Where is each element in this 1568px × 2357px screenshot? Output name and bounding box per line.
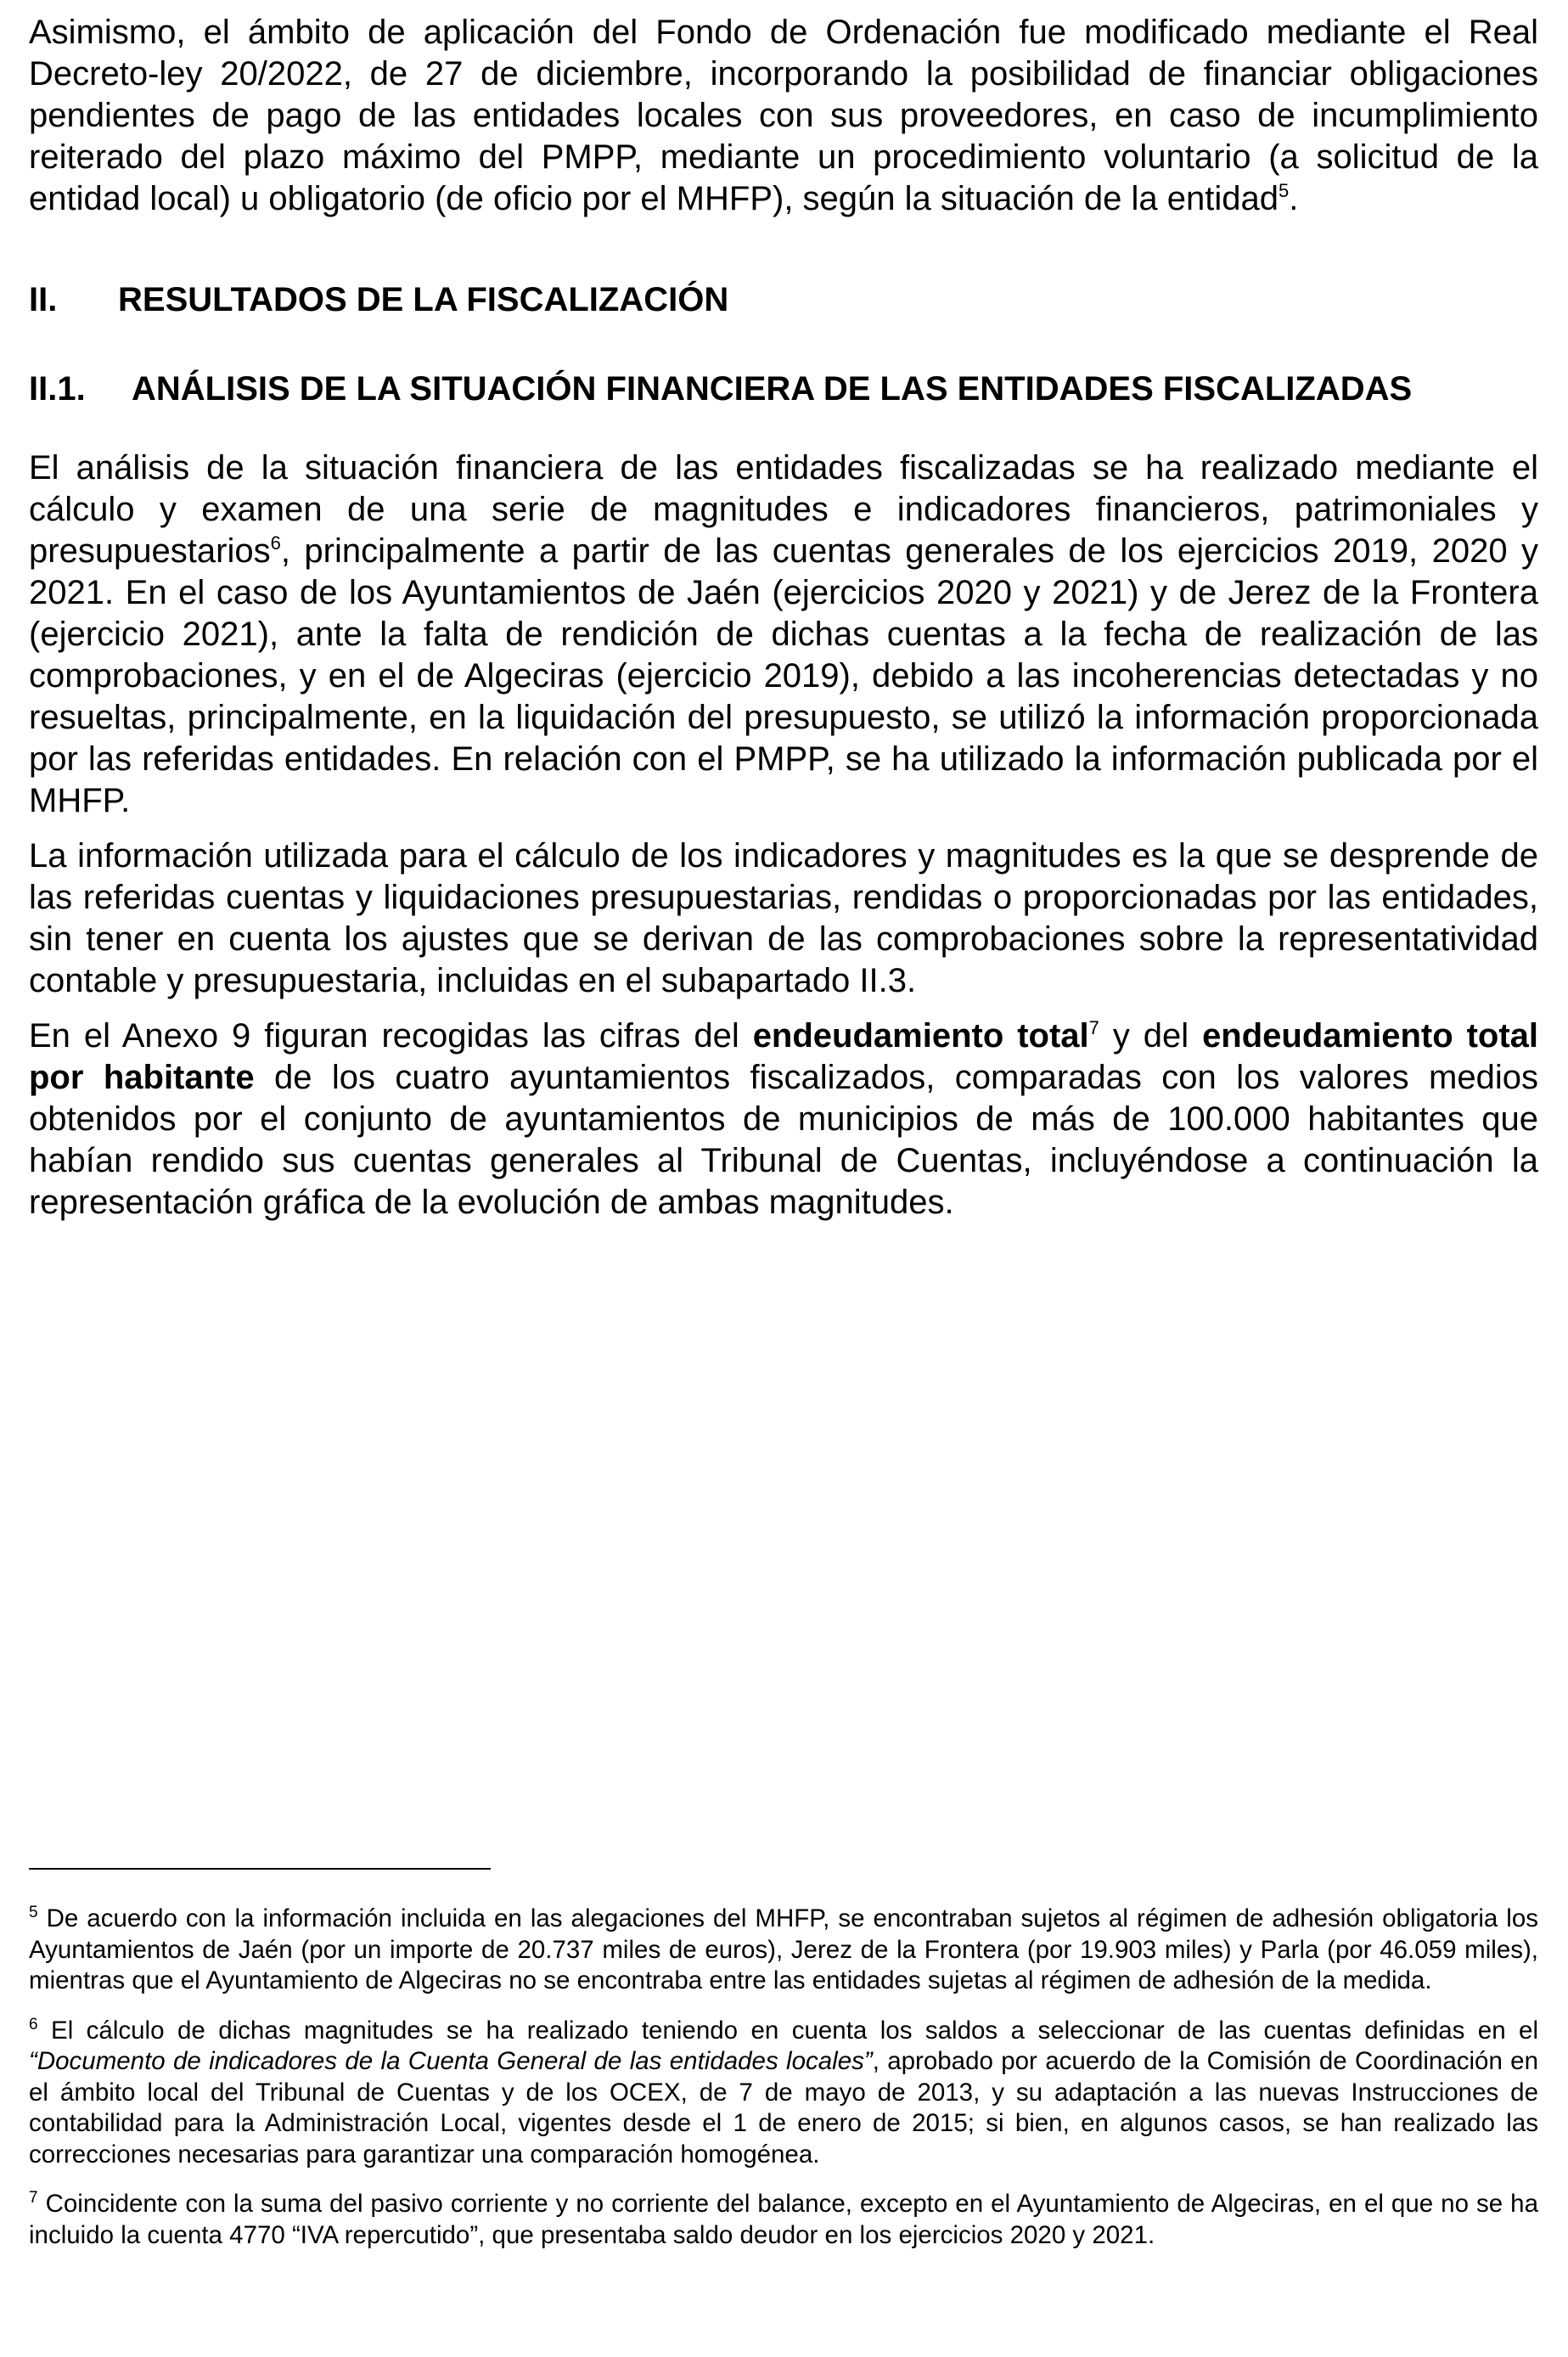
subsection-title: ANÁLISIS DE LA SITUACIÓN FINANCIERA DE LAS ENTIDADES FISCALIZADAS — [132, 370, 1413, 408]
document-body — [29, 12, 1538, 1224]
paragraph-anexo-9: En el Anexo 9 figuran recogidas las cifras del endeudamiento total$^7$ y del endeudamiento total por habitante de los cuatro ayuntamientos fiscalizados, comparadas con los valores medios obtenidos por el conjunto de ayuntamientos de municipios de más de 100.000 habitantes que habían rendido sus cuentas generales al Tribunal de Cuentas, incluyéndose a continuación la representación gráfica de la evolución de ambas magnitudes. — [29, 1017, 1539, 1221]
footnote-number: 5 — [29, 1904, 38, 1921]
bold-term: endeudamiento total — [752, 1017, 1089, 1055]
footnotes — [29, 1904, 1538, 2270]
footnote-number: 7 — [29, 2189, 38, 2207]
footnote-ref-5[interactable]: 5 — [1278, 180, 1290, 201]
section-title: RESULTADOS DE LA FISCALIZACIÓN — [118, 281, 729, 318]
paragraph-informacion: La información utilizada para el cálculo de los indicadores y magnitudes es la que se desprende de las referidas cuentas y liquidaciones presupuestarias, rendidas o proporcionadas por las entidades, sin tener en cuenta los ajustes que se derivan de las comprobaciones sobre la representatividad contable y presupuestaria, incluidas en el subapartado II.3. — [29, 837, 1538, 999]
section-number: II. — [29, 281, 58, 318]
paragraph-analisis: El análisis de la situación financiera de las entidades fiscalizadas se ha realizado mediante el cálculo y examen de una serie de magnitudes e indicadores financieros, patrimoniales y presupuestarios$^6$, principalmente a partir de las cuentas generales de los ejercicios 2019, 2020 y 2021. En el caso de los Ayuntamientos de Jaén (ejercicios 2020 y 2021) y de Jerez de la Frontera (ejercicio 2021), ante la falta de rendición de dichas cuentas a la fecha de realización de las comprobaciones, y en el de Algeciras (ejercicio 2019), debido a las incoherencias detectadas y no resueltas, principalmente, en la liquidación del presupuesto, se utilizó la información proporcionada por las referidas entidades. En relación con el PMPP, se ha utilizado la información publicada por el MHFP. — [29, 449, 1538, 819]
footnote-ref-6[interactable]: 6 — [270, 532, 281, 554]
footnote-5: $^5$ De acuerdo con la información incluida en las alegaciones del MHFP, se encontraban sujetos al régimen de adhesión obligatoria los Ayuntamientos de Jaén (por un importe de 20.737 miles de euros), Jerez de la Frontera (por 19.903 miles) y Parla (por 46.059 miles), mientras que el Ayuntamiento de Algeciras no se encontraba entre las entidades sujetas al régimen de adhesión de la medida. — [29, 1904, 1538, 1994]
subsection-heading-ii-1 — [29, 368, 1538, 410]
section-heading-ii — [29, 279, 1538, 321]
footnote-separator — [29, 1868, 491, 1870]
document-title: “Documento de indicadores de la Cuenta General de las entidades locales” — [29, 2047, 873, 2075]
footnote-7: $^7$ Coincidente con la suma del pasivo corriente y no corriente del balance, excepto en el Ayuntamiento de Algeciras, en el que no se ha incluido la cuenta 4770 “IVA repercutido”, que presentaba saldo deudor en los ejercicios 2020 y 2021. — [29, 2189, 1538, 2249]
subsection-number: II.1. — [29, 370, 86, 408]
footnote-6: $^6$ El cálculo de dichas magnitudes se ha realizado teniendo en cuenta los saldos a seleccionar de las cuentas definidas en el “Documento de indicadores de la Cuenta General de las entidades locales”, aprobado por acuerdo de la Comisión de Coordinación en el ámbito local del Tribunal de Cuentas y de los OCEX, de 7 de mayo de 2013, y su adaptación a las nuevas Instrucciones de contabilidad para la Administración Local, vigentes desde el 1 de enero de 2015; si bien, en algunos casos, se han realizado las correcciones necesarias para garantizar una comparación homogénea. — [29, 2015, 1538, 2169]
footnote-number: 6 — [29, 2015, 38, 2034]
paragraph-fondo-ordenacion: Asimismo, el ámbito de aplicación del Fondo de Ordenación fue modificado mediante el Real Decreto-ley 20/2022, de 27 de diciembre, incorporando la posibilidad de financiar obligaciones pendientes de pago de las entidades locales con sus proveedores, en caso de incumplimiento reiterado del plazo máximo del PMPP, mediante un procedimiento voluntario (a solicitud de la entidad local) u obligatorio (de oficio por el MHFP), según la situación de la entidad$^5$. — [29, 14, 1538, 217]
bold-term: endeudamiento total por habitante — [29, 1017, 1539, 1096]
footnote-ref-7[interactable]: 7 — [1088, 1017, 1099, 1038]
